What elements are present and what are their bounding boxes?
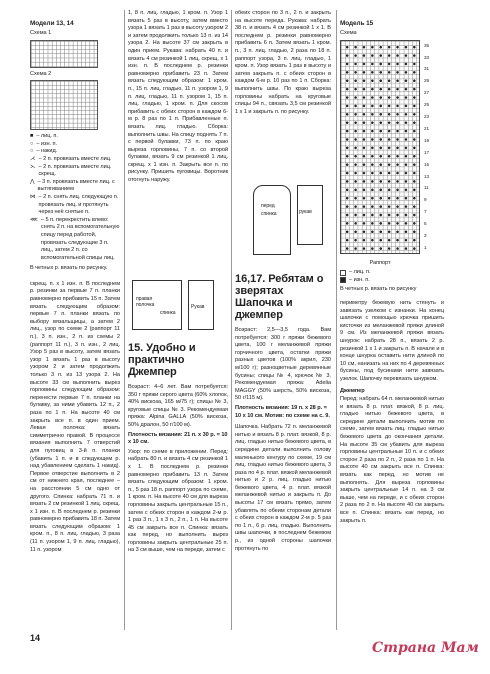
- model-15-heading: Модель 15: [340, 20, 374, 27]
- body-text: Узор: по схеме в приложении. Перед: набрать 80 п. и вязать 4 см резинкой 1 х 1. В последнем р. резинки равномерно прибавить 13 п. Затем вязать следующим образом: 1 кром. п., 5 раз 18 п. раппорт узора по схеме, 1 кром. п. На высоте 40 см для выреза горловины закрыть центральные 15 п., затем с обеих сторон в каждом 2-м р. 1 раз 3 п., 1 х 3 п., 2 п., 1 п. На высоте 45 см закрыть все п. Спинка: вязать как перед, но выполнить вырез горловины закрыть центральные 25 п. на 3 см выше, чем на переде, затем с: [128, 448, 228, 554]
- body-text-top: обеих сторон по 3 п., 2 п. и закрыть на высоте переда. Рукава: набрать 38 п. и вязать 4 см резинкой 1 х 1. В последнем р. резинки равномерно прибавить 6 п. Затем вязать 1 кром. п., 3 п. лиц. гладью, 2 раза по 18 п. раппорт узора, 3 п. лиц. гладью, 1 кром. п. Узор вязать 1 раз в высоту и затем закрыть п. с обеих сторон в каждом 6-м р. 10 раз по 1 п. Сборка: выполнить швы. По краю выреза горловины набрать на круговые спицы 94 п., связать 3,5 см резинкой 1 х 1 и закрыть п. по рисунку.: [235, 10, 331, 115]
- legend-item: – изн. п.: [340, 277, 444, 285]
- site-watermark: Страна Мам: [372, 640, 479, 656]
- body-text: Шапочка. Набрать 72 п. меланжевой нитью и вязать 8 р. плат. вязкой, 8 р. лиц. гладью нитью бежевого цвета, в середине детали выполнить голову маленького кенгуру по схеме, 19 см лиц. гладью нитью бежевого цвета, 3 раза по 4 р. плат. вязкой меланжевой нитью и 2 р. лиц. гладью нитью бежевого цвета, 4 р. плат. вязкой меланжевой нитью и закрыть п. До высоты 17 см вязать прямо, затем убавлять по обеим сторонам детали с обеих сторон в каждом 2-м р. 5 раз по 1 п., 6 р. лиц. гладью. Выполнить швы шапочки, в последнем бежевом р., из одной стороны шапочки протянуть по: [235, 424, 331, 552]
- scheme-1-chart: [30, 40, 98, 68]
- column-4: [340, 20, 444, 640]
- jumper-heading: Джемпер: [340, 387, 365, 394]
- column-2: [128, 10, 228, 630]
- right-front-label: правая полочка: [136, 296, 155, 308]
- body-text: периметру бежевую нить стянуть и завязать узелком с изнанки. На конец шапочки с помощью крючка пришить кисточки из меланжевой пряжи длиной 9 см. Из меланжевой пряжи вязать шнурок: набрать 28 п., вязать 2 р. резинкой 1 х 1 и закрыть п. В начале и в конце шнурка оставить нити длиной по 10 см, нанизать на них по 4 деревянных бусины, под бусинами нити завязать узелок. Шапочку перевязать шнурком.: [340, 299, 444, 382]
- repeat-note: В четных р. вязать по рисунку.: [30, 265, 108, 272]
- legend-item: ⋀ – 3 п. провязать вместе лиц. с вытягиванием: [30, 178, 115, 193]
- legend-item: ■ – лиц. п.: [30, 133, 58, 140]
- legend-item: ⋘ – 5 п. перекрестить влево: снять 2 п. на вспомогательную спицу перед работой, провязать следующие 3 п. лиц., затем 2 п. со вспомогательной спицы лиц.: [30, 216, 120, 261]
- body-text: скрещ. п. х 1 изн. п. В последнем р. резинки за первые 7 п. планки равномерно прибавить 15 п. Затем вязать следующим образом: первые 7 п. планки вязать по выбору вязальщицы, а затем 2 лиц., узор по схеме 2 (раппорт 11 п.), 3 п. изн., 2 п. из схемы 2 (раппорт 11 п.), 3 п. изн., 2 лиц. Узор 5 раз в высоту, затем вязать узор 1 вязать 1 раз в высоту узором 2 и затем продолжить только 3 п. из 13 узора 2. На высоте 33 см выполнить вырез горловины следующим образом: перенести первые 7 п. планки на булавку, за ними убавить 12 п., 2 раза по 1 п. На высоте 40 см закрыть все п. в один прием. Левая полочка: вязать симметрично правой. В процессе вязания выполнить 7 отверстий для пуговиц в 3-й п. планки (убавить 1 п. и в следующем р. над убавлением сделать 1 накид). Первое отверстие выполнить в 2 см от нижнего края, последнее – на расстоянии 5 см одно от другого. Спинка: набрать 71 п. и вязать 2 см резинкой 1 лиц. скрещ. х 1 изн. п. В последнем р. резинки равномерно прибавить 18 п. Затем вязать следующим образом: 1 кром. п., 8 п. лиц. гладью, 3 раза (11 п. узором 1, 9 п. лиц. гладью), 11 п. узором: [30, 280, 120, 553]
- legend: [340, 269, 444, 284]
- specs: Возраст: 4–6 лет. Вам потребуется: 350 г пряжи серого цвета (60% хлопок, 40% вискоза, 165 м/75 г); спицы № 3, круговые спицы № 3. Рекомендуемая пряжа: Alpina GALLA (50% вискоза, 50% дралон, 50 г/100 м).: [128, 384, 228, 428]
- title-16-17: 16,17. Ребятам о зверятах Шапочка и джемпер: [235, 273, 324, 321]
- purl-swatch-icon: [340, 277, 346, 283]
- model-15-chart: [340, 40, 420, 254]
- repeat-note: В четных р. вязать по рисунку: [340, 286, 417, 293]
- sleeve-label: Рукав: [191, 304, 205, 310]
- knit-swatch-icon: [340, 270, 346, 276]
- title-15: 15. Удобно и практично Джемпер: [128, 342, 196, 378]
- pattern-diagram: [235, 179, 331, 269]
- scheme-2-chart: [30, 80, 98, 130]
- legend: [30, 133, 120, 262]
- scheme-label: Схема: [340, 30, 357, 36]
- legend-item: ⋌ – 2 п. провязать вместе лиц.: [30, 155, 112, 162]
- jumper-text: Перед: набрать 64 п. меланжевой нитью и вязать 8 р. плат. вязкой, 8 р. лиц. гладью нитью бежевого цвета, в середине детали выполнить мотив по схеме, затем вязать лиц. гладью нитью бежевого цвета до окончания детали. На высоте 35 см убавить для выреза горловины центральные 10 п. и с обеих сторон 2 раза по 2 п., 2 раза по 1 п. На высоте 40 см закрыть все п. Спинка: вязать как перед, но мотив не выполнять. Для выреза горловины закрыть центральные 14 п. на 3 см выше, чем на переде, и с обеих сторон 2 раза по 2 п. На высоте 40 см закрыть все п. Спинка: вязать как перед, но закрыть п.: [340, 396, 444, 524]
- models-13-14-heading: Модели 13, 14: [30, 20, 74, 27]
- page-number: 14: [30, 633, 41, 643]
- column-divider: [336, 10, 337, 630]
- legend-item: ⋋ – 2 п. провязать вместе лиц. скрещ.: [30, 163, 112, 178]
- column-divider: [124, 10, 125, 630]
- column-divider: [231, 10, 232, 630]
- front-back-label: перед: [261, 203, 275, 209]
- sleeve-label: рукав: [299, 209, 312, 215]
- legend-item: ⋈ – 2 п. снять лиц. следующую п. провязать лиц. и протянуть через неё снятые п.: [30, 193, 119, 216]
- legend-item: – лиц. п.: [340, 269, 444, 277]
- body-text-top: 1, 8 п. лиц. гладью, 1 кром. п. Узор 1 вязать 5 раз в высоту, затем вместо узора 1 вязать 1 раз в высоту узором 2 и затем продолжить только 13 п. из 14 узора 2. На высоте 37 см закрыть в один прием. Рукава: набрать 40 п. и вязать 4 см резинкой 1 лиц. скрещ. х 1 изн. п. В последнем р. резинки равномерно прибавить 23 п. Затем вязать следующим образом: 1 кром. п., 15 п. лиц. гладью, 11 п. узором 1, 9 п. лиц. гладью, 11 п. узором 1, 15 п. лиц. гладью, 1 кром. п. Для скосов прибавить с обеих сторон в каждом 6-м р. 8 раз по 1 п. Прибавленные п. вязать лиц. гладью. Сборка: выполнить швы. На спицу поднять 7 п. с первой булавки, 73 п. по краю выреза горловины, 7 п. со второй булавки, вязать 9 см резинкой 1 лиц. скрещ. х 1 изн. п. Закрыть все п. по рисунку. Пришить пуговицы. Воротник отогнуть наружу.: [128, 10, 228, 184]
- front-shape: [253, 185, 291, 255]
- row-numbers: 35 33 31 29 27 25 23 21 19 17 15 13 11 9 7 5 3 1: [424, 42, 430, 250]
- rapport-label: Раппорт: [369, 259, 391, 266]
- pattern-diagram: [128, 276, 228, 336]
- legend-item: ○ – накид.: [30, 148, 58, 155]
- back-label: спинка: [261, 211, 277, 217]
- back-label: спинка: [160, 310, 176, 316]
- legend-item: ○ – изн. п.: [30, 140, 58, 147]
- density: Плотность вязания: 21 п. х 30 р. = 10 х 10 см.: [128, 431, 228, 446]
- specs: Возраст: 2,5—3,5 года. Вам потребуется: 300 г пряжи бежевого цвета, 100 г меланжевой пряжи горчичного цвета, остатки пряжи разных цветов (100% акрил, 230 м/100 г); разноцветные деревянные бусины; спицы № 4, крючок № 3. Рекомендуемая пряжа: Adelia MAGGY (50% шерсть, 50% вискоза, 50 г/115 м).: [235, 327, 331, 402]
- column-3: [235, 10, 331, 630]
- scheme-1-label: Схема 1: [30, 30, 52, 36]
- density: Плотность вязания: 19 п. х 28 р. = 10 х 10 см. Мотив: по схеме на с. 9.: [235, 404, 330, 419]
- column-1: [30, 20, 120, 660]
- scheme-2-label: Схема 2: [30, 70, 52, 77]
- sleeve-shape: [297, 185, 323, 245]
